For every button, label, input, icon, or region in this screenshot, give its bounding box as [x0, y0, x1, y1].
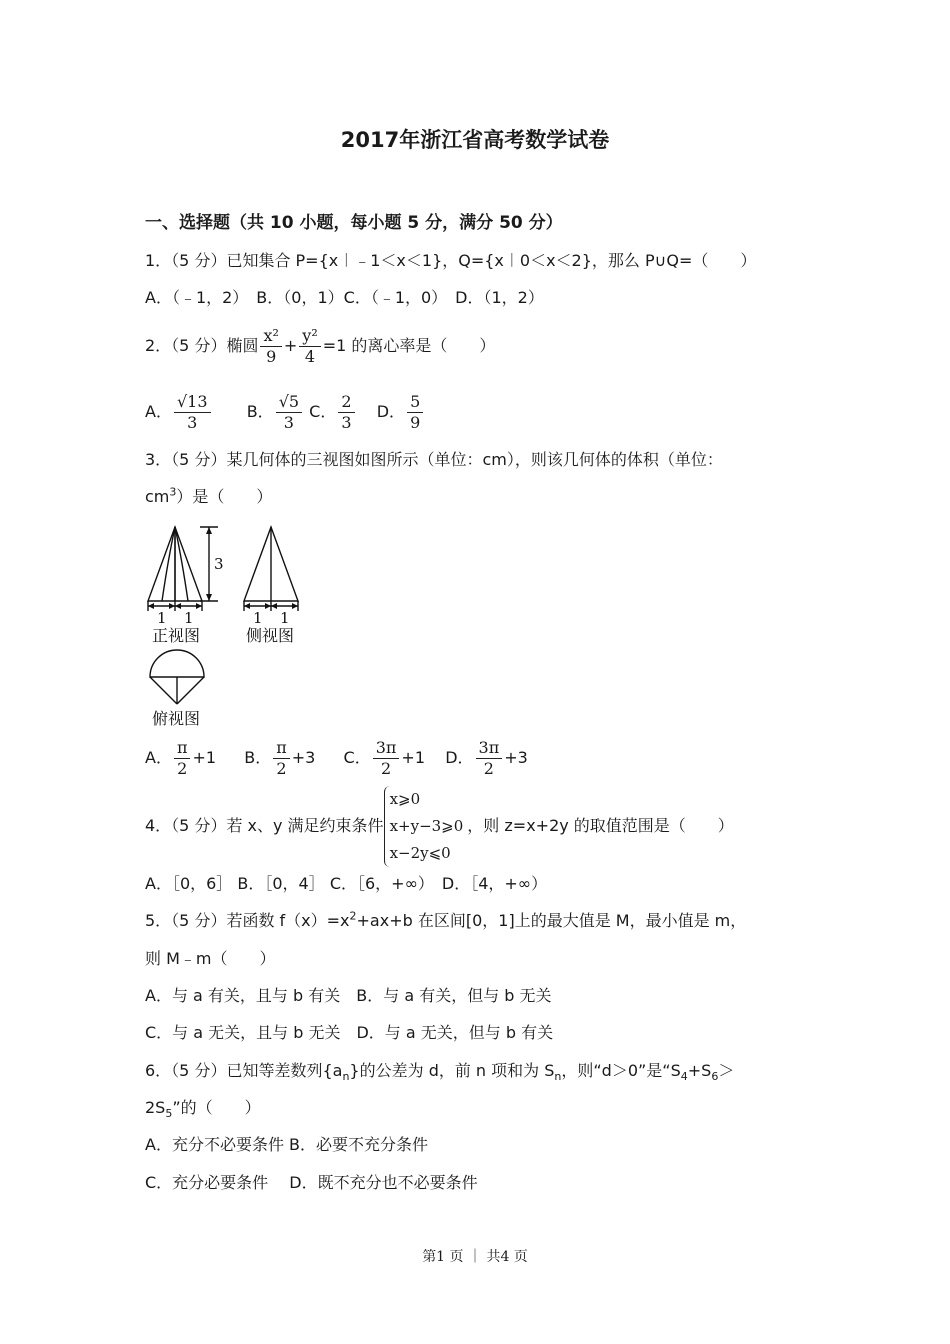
q6-l1i: ＞	[718, 1061, 735, 1080]
q5-post: +ax+b 在区间[0，1]上的最大值是 M，最小值是 m，	[356, 911, 747, 930]
q3-optC-den: 2	[380, 759, 392, 778]
q6-l1h: 6	[711, 1070, 719, 1084]
q6-stem-line1	[145, 1058, 734, 1083]
front-view-label: 正视图	[152, 626, 201, 645]
q6-l1d: n	[554, 1070, 562, 1084]
q2-optA-frac	[174, 392, 211, 433]
q3-optC-num: 3π	[373, 738, 400, 759]
q3-optB-frac	[273, 738, 290, 779]
q2-optB-label: B．	[246, 402, 274, 421]
q3-optA-frac	[174, 738, 191, 779]
q3-optA-num: π	[174, 738, 191, 759]
q2-optA-label: A．	[145, 402, 172, 421]
q6-l1e: ，则“d＞0”是“S	[561, 1061, 681, 1080]
q6-l1a: 6．（5 分）已知等差数列{a	[145, 1061, 343, 1080]
q5-options-cd: C．与 a 无关，且与 b 无关 D．与 a 无关，但与 b 有关	[145, 1023, 554, 1042]
height-label: 3	[214, 555, 224, 573]
front-view-inner-right	[175, 527, 188, 601]
three-view-figure	[140, 520, 310, 730]
front-dim-right: 1	[184, 609, 194, 627]
q4-constraint-1: x⩾0	[389, 790, 421, 808]
q2-optD-label: D．	[376, 402, 406, 421]
q3-optC-label: C．	[343, 748, 371, 767]
q2-optD-den: 9	[410, 413, 421, 432]
q3-unit-sup: 3	[169, 485, 177, 499]
q2-frac-x	[260, 326, 281, 367]
page-title: 2017年浙江省高考数学试卷	[340, 128, 610, 152]
q2-optC-frac	[338, 392, 354, 433]
q2-optD-num: 5	[407, 392, 423, 413]
q3-optB-tail: +3	[291, 748, 316, 767]
side-dim-left: 1	[253, 609, 263, 627]
height-arrow-top	[206, 527, 212, 534]
q2-frac-y-den: 4	[304, 347, 316, 366]
q4-suffix: ，则 z=x+2y 的取值范围是（ ）	[467, 816, 734, 835]
q5-stem-line2: 则 M﹣m（ ）	[145, 949, 276, 968]
top-view-label: 俯视图	[152, 709, 201, 728]
q2-optC-num: 2	[338, 392, 354, 413]
q2-frac-y	[299, 326, 320, 367]
q3-stem-tail: ）是（ ）	[176, 487, 273, 506]
q2-optD-frac	[407, 392, 423, 433]
q2-optC-label: C．	[309, 402, 337, 421]
q6-l2a: 2S	[145, 1098, 166, 1117]
page-footer: 第1 页 ｜ 共4 页	[422, 1249, 528, 1265]
q1-options: A．（﹣1，2） B．（0，1）C．（﹣1，0） D．（1，2）	[145, 288, 544, 307]
front-dim-left: 1	[157, 609, 167, 627]
q2-options	[145, 392, 425, 433]
q5-pre: 5．（5 分）若函数 f（x）=x	[145, 911, 350, 930]
q4-constraint-3: x−2y⩽0	[389, 844, 451, 862]
q3-optA-tail: +1	[192, 748, 217, 767]
q6-l2c: ”的（ ）	[172, 1098, 261, 1117]
q2-stem	[145, 326, 495, 367]
q2-suffix: =1 的离心率是（ ）	[322, 336, 496, 355]
q3-stem-line2	[145, 484, 272, 507]
q2-optB-num: √5	[276, 392, 302, 413]
top-view-right-edge	[177, 677, 204, 704]
section-heading: 一、选择题（共 10 小题，每小题 5 分，满分 50 分）	[145, 213, 563, 233]
q3-optD-num: 3π	[476, 738, 503, 759]
q3-optC-tail: +1	[401, 748, 426, 767]
q3-optA-label: A．	[145, 748, 172, 767]
q6-l1c: }的公差为 d，前 n 项和为 S	[349, 1061, 555, 1080]
q3-optD-den: 2	[483, 759, 494, 778]
top-view-semicircle	[150, 650, 204, 677]
q5-stem-line1	[145, 908, 746, 931]
q3-optD-frac	[476, 738, 503, 779]
q3-optB-den: 2	[276, 759, 287, 778]
q4-constraint-system	[384, 786, 464, 867]
q4-constraint-2: x+y−3⩾0	[389, 817, 464, 835]
q3-optB-label: B．	[244, 748, 272, 767]
side-dim-right: 1	[280, 609, 290, 627]
q4-prefix: 4．（5 分）若 x、y 满足约束条件	[145, 816, 384, 835]
q4-stem	[145, 786, 734, 867]
q6-options-cd: C．充分必要条件 D．既不充分也不必要条件	[145, 1173, 478, 1192]
q2-prefix: 2．（5 分）椭圆	[145, 336, 259, 355]
q2-plus: +	[283, 336, 298, 355]
front-view-inner-left	[162, 527, 175, 601]
top-view-left-edge	[150, 677, 177, 704]
q6-l1g: +S	[687, 1061, 712, 1080]
q2-optB-rad: 5	[288, 392, 300, 411]
q1-stem: 1．（5 分）已知集合 P={x︱﹣1＜x＜1}，Q={x︱0＜x＜2}，那么 P∪Q=（ ）	[145, 251, 757, 270]
q3-optC-frac	[373, 738, 400, 779]
q2-optC-den: 3	[341, 413, 352, 432]
q2-optA-rad: 13	[187, 392, 208, 411]
q2-optB-den: 3	[283, 413, 294, 432]
q6-l1f: 4	[680, 1070, 688, 1084]
height-arrow-bottom	[206, 594, 212, 601]
q2-optA-den: 3	[187, 413, 198, 432]
q3-optA-den: 2	[177, 759, 188, 778]
q5-sup: 2	[349, 909, 357, 923]
q2-frac-y-num: y²	[299, 326, 320, 347]
q4-options: A．［0，6］ B．［0，4］ C．［6，+∞） D．［4，+∞）	[145, 874, 548, 893]
side-view-label: 侧视图	[246, 626, 295, 645]
q3-optD-tail: +3	[504, 748, 528, 767]
q6-l2b: 5	[165, 1107, 173, 1121]
q3-optD-label: D．	[445, 748, 474, 767]
q2-frac-x-num: x²	[260, 326, 281, 347]
q5-options-ab: A．与 a 有关，且与 b 有关 B．与 a 有关，但与 b 无关	[145, 986, 552, 1005]
q3-stem-line1: 3．（5 分）某几何体的三视图如图所示（单位：cm），则该几何体的体积（单位：	[145, 450, 723, 469]
q3-optB-num: π	[273, 738, 290, 759]
q3-options	[145, 738, 528, 779]
q2-optA-num: √13	[174, 392, 211, 413]
q2-frac-x-den: 9	[266, 347, 277, 366]
q3-unit: cm	[145, 487, 170, 506]
q2-optB-frac	[276, 392, 302, 433]
q6-options-ab: A．充分不必要条件 B．必要不充分条件	[145, 1135, 429, 1154]
q6-l1b: n	[342, 1070, 350, 1084]
q6-stem-line2	[145, 1095, 261, 1120]
